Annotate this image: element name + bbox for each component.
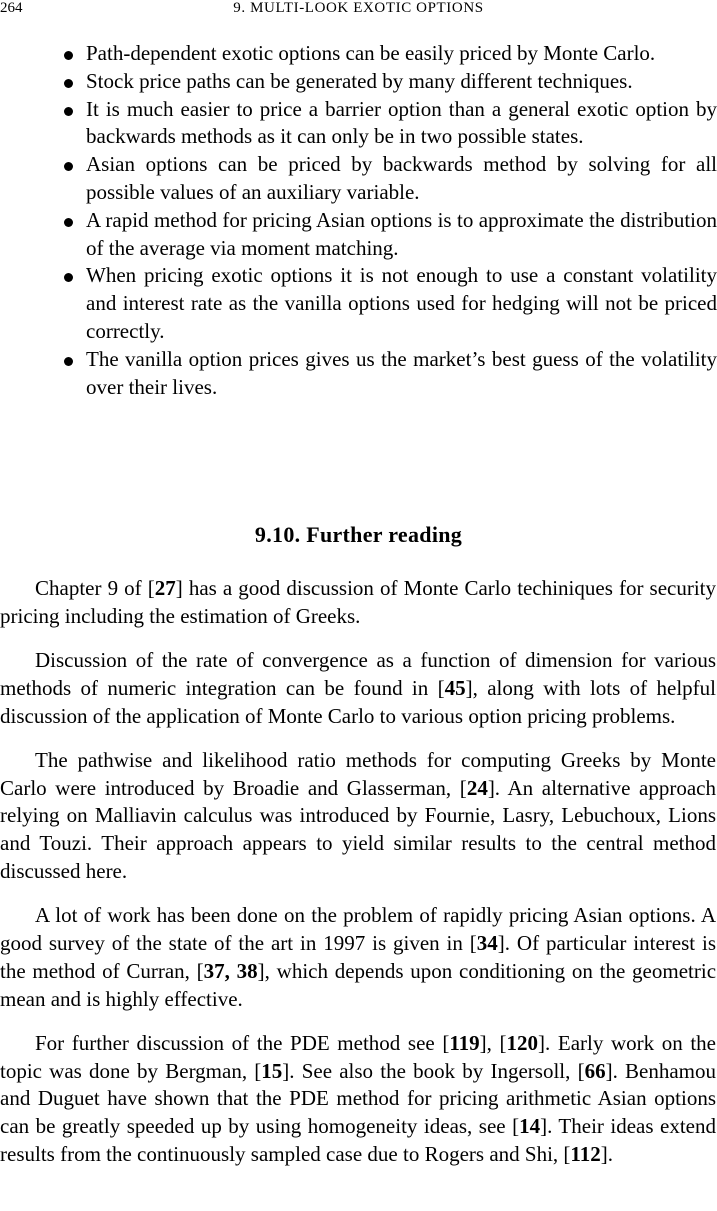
paragraph-text: ]. Their ideas extend results from the continuously sampled case due to Rogers and Shi, [ — [0, 1114, 716, 1166]
paragraph-text: ], along with lots of helpful discussion of the application of Monte Carlo to various option pricing problems. — [0, 675, 716, 728]
paragraph — [0, 647, 716, 730]
citation-ref: 24 — [466, 775, 488, 800]
citation-ref: 112 — [570, 1141, 601, 1166]
bullet-item — [60, 262, 717, 345]
citation-ref: 45 — [444, 675, 466, 700]
paragraph-text: ]. — [600, 1141, 613, 1166]
paragraph-text: Chapter 9 of [ — [35, 576, 155, 600]
bullet-text: Path-dependent exotic options can be easily priced by Monte Carlo. — [86, 41, 656, 65]
citation-ref: 37, 38 — [203, 958, 258, 983]
citation-ref: 14 — [519, 1114, 541, 1139]
bullet-icon — [64, 51, 73, 60]
paragraph-text: ]. Benhamou and Duguet have shown that the PDE method for pricing arithmetic Asian options can be greatly speeded up by using homogeneity ideas, see [ — [0, 1058, 716, 1139]
citation-ref: 66 — [584, 1058, 606, 1083]
citation-ref: 34 — [476, 930, 498, 955]
bullet-icon — [64, 218, 73, 227]
bullet-text: It is much easier to price a barrier option than a general exotic option by backwards methods as it can only be in two possible states. — [86, 96, 717, 149]
page-number: 264 — [0, 0, 23, 16]
bullet-text: A rapid method for pricing Asian options is to approximate the distribution of the average via moment matching. — [86, 207, 717, 260]
bullet-icon — [64, 357, 73, 366]
bullet-text: Asian options can be priced by backwards method by solving for all possible values of an auxiliary variable. — [86, 152, 717, 204]
section-title: 9.10. Further reading — [254, 522, 463, 547]
paragraph-text: For further discussion of the PDE method see [ — [35, 1030, 450, 1055]
paragraph-text: ]. An alternative approach relying on Malliavin calculus was introduced by Fournie, Lasry, Lebuchoux, Lions and Touzi. Their approach appears to yield similar results to the central method discussed here. — [0, 775, 717, 883]
further-reading-body — [0, 575, 716, 1185]
running-head — [0, 0, 717, 18]
paragraph-text: ]. Of particular interest is the method of Curran, [ — [0, 930, 717, 983]
citation-ref: 27 — [154, 576, 176, 600]
summary-bullet-list — [60, 40, 717, 401]
bullet-item — [60, 40, 717, 68]
bullet-icon — [64, 107, 73, 116]
running-title: 9. MULTI-LOOK EXOTIC OPTIONS — [233, 0, 484, 16]
bullet-icon — [64, 273, 73, 282]
citation-ref: 120 — [506, 1030, 539, 1055]
paragraph-text: The pathwise and likelihood ratio methods for computing Greeks by Monte Carlo were introduced by Broadie and Glasserman, [ — [0, 747, 716, 800]
bullet-item — [60, 207, 717, 263]
bullet-item — [60, 96, 717, 152]
paragraph-text: ], which depends upon conditioning on the geometric mean and is highly effective. — [0, 958, 717, 1011]
paragraph — [0, 1030, 716, 1169]
bullet-item — [60, 151, 717, 207]
paragraph-text: ] has a good discussion of Monte Carlo techiniques for security pricing including the estimation of Greeks. — [0, 576, 717, 628]
bullet-item — [60, 346, 717, 402]
bullet-item — [60, 68, 717, 96]
paragraph-text: ], [ — [479, 1030, 507, 1055]
paragraph-text: ]. See also the book by Ingersoll, [ — [282, 1058, 585, 1083]
bullet-text: When pricing exotic options it is not enough to use a constant volatility and interest rate as the vanilla options used for hedging will not be priced correctly. — [86, 263, 717, 343]
bullet-icon — [64, 162, 73, 171]
paragraph — [0, 902, 716, 1013]
bullet-text: Stock price paths can be generated by many different techniques. — [86, 68, 633, 93]
paragraph — [0, 747, 716, 886]
paragraph — [0, 575, 716, 631]
bullet-icon — [64, 79, 73, 88]
bullet-text: The vanilla option prices gives us the market’s best guess of the volatility over their lives. — [86, 346, 717, 399]
citation-ref: 119 — [449, 1030, 480, 1055]
paragraph-text: Discussion of the rate of convergence as a function of dimension for various methods of numeric integration can be found in [ — [0, 647, 716, 700]
paragraph-text: A lot of work has been done on the problem of rapidly pricing Asian options. A good survey of the state of the art in 1997 is given in [ — [0, 903, 716, 955]
paragraph-text: ]. Early work on the topic was done by Bergman, [ — [0, 1030, 716, 1083]
citation-ref: 15 — [261, 1058, 283, 1083]
